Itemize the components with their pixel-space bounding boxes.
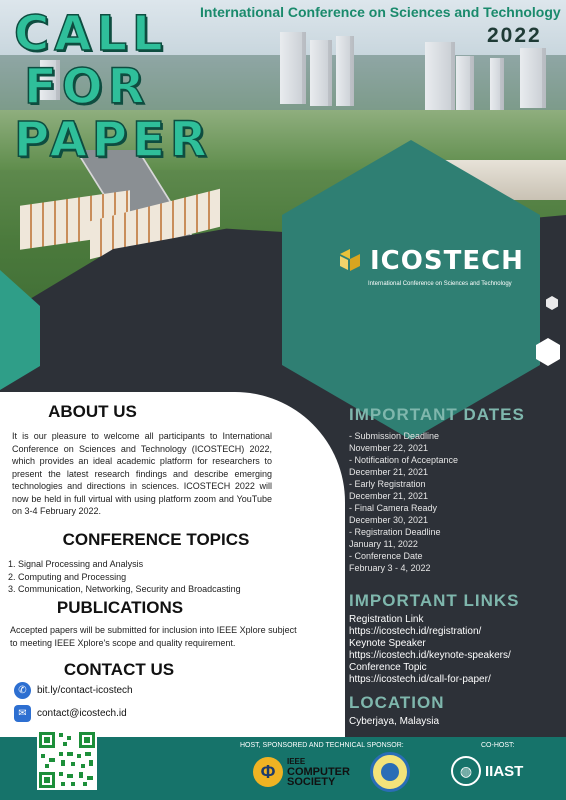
icostech-mark-icon [338,248,364,274]
ieee-cs-icon: Φ [253,757,283,787]
date-line: - Early Registration [349,479,426,489]
date-line: December 30, 2021 [349,515,429,525]
whatsapp-link[interactable]: bit.ly/contact-icostech [37,685,133,696]
location-heading: LOCATION [349,693,445,712]
tower [520,48,546,108]
date-line: December 21, 2021 [349,467,429,477]
tower [336,36,354,106]
link-label: Conference Topic [349,662,427,673]
call-for-paper-title [14,8,212,167]
link-label: Keynote Speaker [349,638,426,649]
registration-link[interactable]: https://icostech.id/registration/ [349,626,482,637]
email-icon: ✉ [14,705,31,722]
tower [310,40,332,106]
topics-list [8,558,278,596]
whatsapp-icon: ✆ [14,682,31,699]
date-line: - Conference Date [349,551,423,561]
topic-item: 2. Computing and Processing [8,571,127,582]
link-label: Registration Link [349,614,424,625]
iiast-logo [451,756,523,786]
logo-subtitle: International Conference on Sciences and Technology [368,281,512,287]
tower [490,58,504,118]
topic-item: 3. Communication, Networking, Security and Broadcasting [8,584,241,594]
conference-title: International Conference on Sciences and Technology [200,4,561,20]
icostech-logo [338,246,524,276]
about-text: It is our pleasure to welcome all participants to International Conference on Sciences and Technology (ICOSTECH) 2022, which provides an ideal academic platform for researchers to present the latest research findings and describe emerging technologies and directions in sciences. ICOSTECH 2022 will now be held in full virtual with using platform zoom and YouTube on 3-4 February 2022. [12,431,272,516]
publications-text: Accepted papers will be submitted for inclusion into IEEE Xplore subject to meeting IEEE Xplore's scope and quality requirement. [10,625,297,648]
logo-wordmark: ICOSTECH [370,246,524,276]
university-seal-icon [370,752,410,792]
cohost-label: CO-HOST: [481,742,515,749]
contact-heading: CONTACT US [63,660,175,679]
whatsapp-contact[interactable] [14,682,133,699]
qr-code[interactable] [37,730,97,790]
date-line: November 22, 2021 [349,443,429,453]
topics-heading: CONFERENCE TOPICS [62,530,250,549]
email-contact[interactable] [14,705,127,722]
email-link[interactable]: contact@icostech.id [37,708,127,719]
cfp-line-1: CALL [14,6,168,62]
globe-icon: ◍ [451,756,481,786]
dates-heading: IMPORTANT DATES [349,405,525,424]
ieee-cs-text: IEEE COMPUTER SOCIETY [287,757,350,788]
cfp-line-2: FOR [24,59,150,115]
conference-year: 2022 [487,24,542,47]
keynote-link[interactable]: https://icostech.id/keynote-speakers/ [349,650,511,661]
call-for-paper-link[interactable]: https://icostech.id/call-for-paper/ [349,674,491,685]
cfp-line-3: PAPER [14,112,212,168]
date-line: - Notification of Acceptance [349,455,459,465]
date-line: - Final Camera Ready [349,503,438,513]
date-line: - Submission Deadline [349,431,440,441]
date-line: - Registration Deadline [349,527,441,537]
iiast-text: IIAST [485,762,524,780]
links-list [349,614,511,686]
tower [280,32,306,104]
ieee-computer-society-logo [253,757,350,787]
topic-item: 1. Signal Processing and Analysis [8,559,144,569]
about-heading: ABOUT US [48,402,137,421]
dates-list [349,430,458,574]
date-line: December 21, 2021 [349,491,429,501]
publications-heading: PUBLICATIONS [56,598,184,617]
location-text: Cyberjaya, Malaysia [349,716,440,727]
links-heading: IMPORTANT LINKS [349,591,520,610]
sponsor-label: HOST, SPONSORED AND TECHNICAL SPONSOR: [240,742,404,749]
date-line: February 3 - 4, 2022 [349,563,431,573]
date-line: January 11, 2022 [349,539,418,549]
